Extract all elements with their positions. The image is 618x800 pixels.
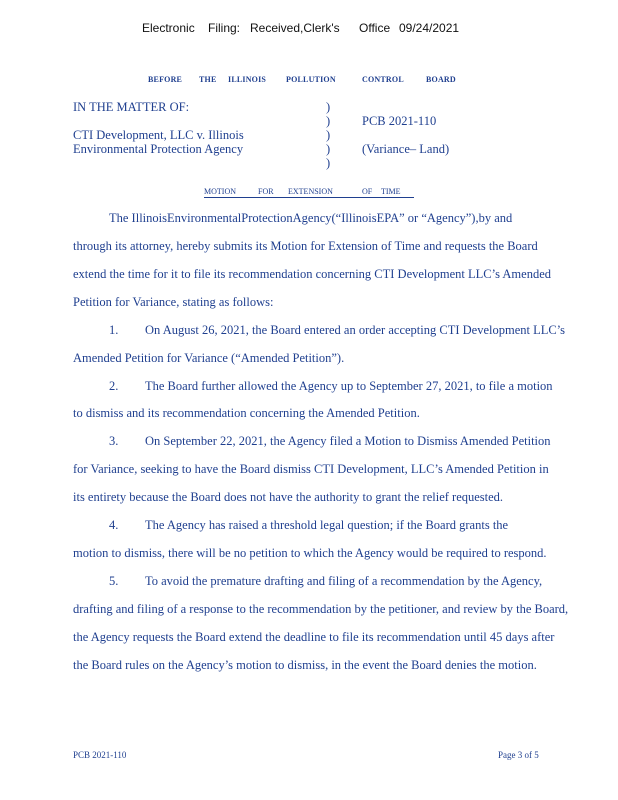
party-line: CTI Development, LLC v. Illinois <box>73 128 244 142</box>
body-line: To avoid the premature drafting and filing of a recommendation by the Agency, <box>145 574 543 588</box>
body-line: The IllinoisEnvironmentalProtectionAgency(“IllinoisEPA” or “Agency”),by and <box>109 211 513 225</box>
stamp-word: Received,Clerk's <box>250 21 340 35</box>
title-word: MOTION <box>204 187 236 196</box>
body-line: The Board further allowed the Agency up to September 27, 2021, to file a motion <box>145 379 553 393</box>
case-type: (Variance– Land) <box>362 142 450 156</box>
body-line: the Board rules on the Agency’s motion to dismiss, in the event the Board denies the motion. <box>73 658 537 672</box>
body-line: Petition for Variance, stating as follows: <box>73 295 274 309</box>
body-line: motion to dismiss, there will be no petition to which the Agency would be required to respond. <box>73 546 547 560</box>
matter-label: IN THE MATTER OF: <box>73 100 190 114</box>
caption-paren: ) <box>326 156 331 170</box>
board-word: POLLUTION <box>286 75 336 84</box>
caption-paren: ) <box>326 114 331 128</box>
paragraph-number: 4. <box>109 518 119 532</box>
body-line: the Agency requests the Board extend the deadline to file its recommendation until 45 days after <box>73 630 555 644</box>
body-line: Amended Petition for Variance (“Amended Petition”). <box>73 351 345 365</box>
title-word: TIME <box>381 187 401 196</box>
body-line: On August 26, 2021, the Board entered an order accepting CTI Development LLC’s <box>145 323 566 337</box>
board-word: BOARD <box>426 75 456 84</box>
body-line: its entirety because the Board does not have the authority to grant the relief requested. <box>73 490 504 504</box>
body-line: On September 22, 2021, the Agency filed a Motion to Dismiss Amended Petition <box>145 434 551 448</box>
paragraph-number: 5. <box>109 574 119 588</box>
page-number: Page 3 of 5 <box>498 750 539 760</box>
paragraph-number: 2. <box>109 379 119 393</box>
stamp-word: Office <box>359 21 391 35</box>
board-word: ILLINOIS <box>228 75 267 84</box>
stamp-word: 09/24/2021 <box>399 21 460 35</box>
title-underline <box>204 197 414 198</box>
body-line: through its attorney, hereby submits its Motion for Extension of Time and requests the Board <box>73 239 538 253</box>
caption-paren: ) <box>326 128 331 142</box>
body-line: drafting and filing of a response to the recommendation by the petitioner, and review by the Board, <box>73 602 569 616</box>
body-line: extend the time for it to file its recommendation concerning CTI Development LLC’s Amended <box>73 267 551 281</box>
body-line: The Agency has raised a threshold legal question; if the Board grants the <box>145 518 509 532</box>
footer-case-number: PCB 2021-110 <box>73 750 127 760</box>
stamp-word: Filing: <box>208 21 241 35</box>
title-word: EXTENSION <box>288 187 333 196</box>
board-word: BEFORE <box>148 75 183 84</box>
case-number: PCB 2021-110 <box>362 114 437 128</box>
stamp-word: Electronic <box>142 21 195 35</box>
title-word: FOR <box>258 187 274 196</box>
body-line: to dismiss and its recommendation concerning the Amended Petition. <box>73 406 420 420</box>
body-line: for Variance, seeking to have the Board dismiss CTI Development, LLC’s Amended Petition in <box>73 462 549 476</box>
paragraph-number: 1. <box>109 323 119 337</box>
title-word: OF <box>362 187 373 196</box>
board-word: THE <box>199 75 217 84</box>
party-line: Environmental Protection Agency <box>73 142 244 156</box>
caption-paren: ) <box>326 142 331 156</box>
caption-paren: ) <box>326 100 331 114</box>
paragraph-number: 3. <box>109 434 119 448</box>
board-word: CONTROL <box>362 75 404 84</box>
